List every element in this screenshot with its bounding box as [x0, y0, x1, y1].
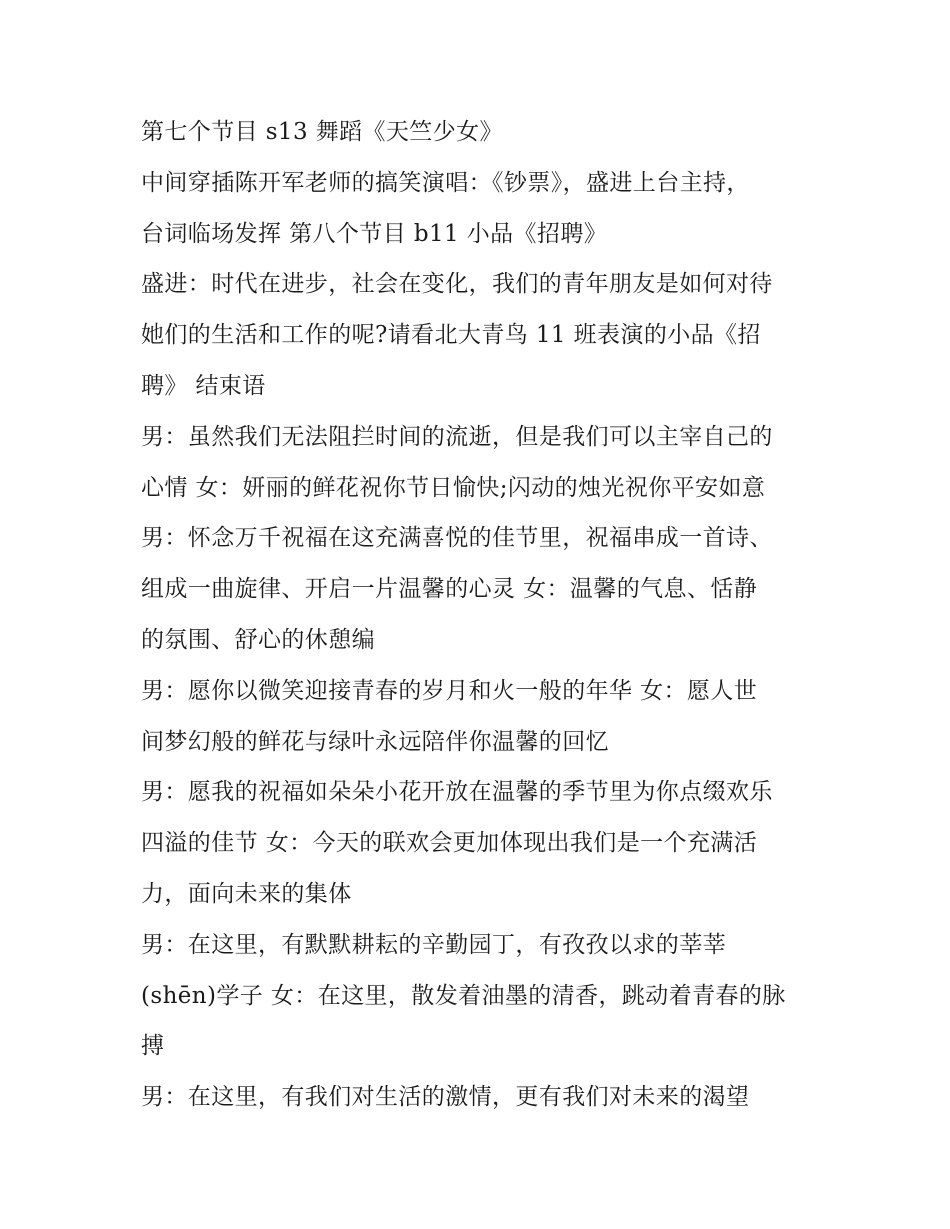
- text-line: 她们的生活和工作的呢?请看北大青鸟 11 班表演的小品《招: [141, 322, 761, 349]
- text-line: 第七个节目 s13 舞蹈《天竺少女》: [141, 119, 503, 145]
- text-line: 的氛围、舒心的休憩编: [141, 626, 375, 653]
- text-line: 心情 女：妍丽的鲜花祝你节日愉快;闪动的烛光祝你平安如意: [141, 474, 766, 501]
- text-line: 间梦幻般的鲜花与绿叶永远陪伴你温馨的回忆: [141, 728, 609, 755]
- document-body: [141, 107, 831, 1123]
- text-line: 搏: [141, 1033, 165, 1060]
- text-line: 男：愿你以微笑迎接青春的岁月和火一般的年华 女：愿人世: [141, 677, 758, 704]
- text-line: 中间穿插陈开军老师的搞笑演唱：《钞票》，盛进上台主持，: [141, 169, 750, 196]
- text-line: 力，面向未来的集体: [141, 880, 352, 907]
- text-line: 男：在这里，有默默耕耘的辛勤园丁，有孜孜以求的莘莘: [141, 931, 726, 958]
- text-line: 台词临场发挥 第八个节目 b11 小品《招聘》: [141, 220, 608, 247]
- text-line: 组成一曲旋律、开启一片温馨的心灵 女：温馨的气息、恬静: [141, 576, 758, 603]
- text-line: 男：怀念万千祝福在这充满喜悦的佳节里，祝福串成一首诗、: [141, 525, 773, 552]
- text-line: 盛进：时代在进步，社会在变化，我们的青年朋友是如何对待: [141, 271, 773, 298]
- text-line: 男：在这里，有我们对生活的激情，更有我们对未来的渴望: [141, 1084, 750, 1111]
- text-line: (shēn)学子 女：在这里，散发着油墨的清香，跳动着青春的脉: [141, 982, 786, 1009]
- text-line: 男：愿我的祝福如朵朵小花开放在温馨的季节里为你点缀欢乐: [141, 779, 773, 806]
- text-line: 四溢的佳节 女：今天的联欢会更加体现出我们是一个充满活: [141, 830, 758, 857]
- text-line: 聘》 结束语: [141, 372, 266, 399]
- text-line: 男：虽然我们无法阻拦时间的流逝，但是我们可以主宰自己的: [141, 423, 773, 450]
